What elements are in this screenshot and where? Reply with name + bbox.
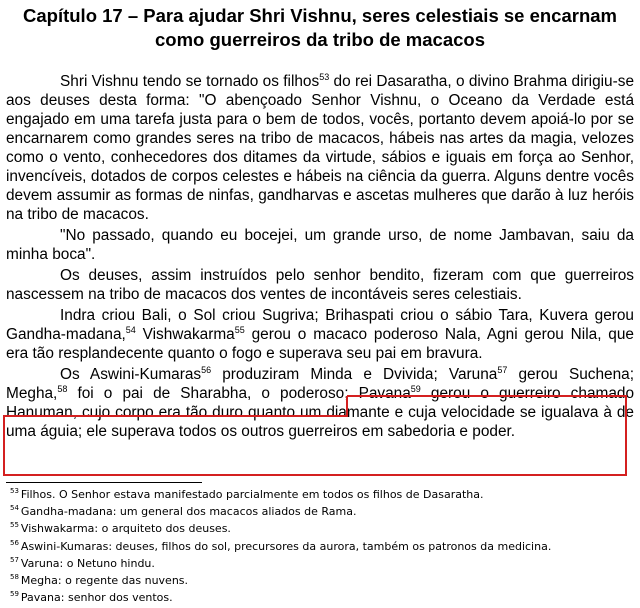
footnote-54 [10, 503, 630, 520]
text-span: produziram Minda e Dvivida; Varuna [211, 366, 498, 383]
footnote-ref-59[interactable]: 59 [410, 384, 421, 394]
footnote-text: Aswini-Kumaras: deuses, filhos do sol, precursores da aurora, também os patronos da medicina. [20, 539, 552, 553]
chapter-title-line1: Capítulo 17 – Para ajudar Shri Vishnu, seres celestiais se encarnam [23, 5, 617, 26]
paragraph-1 [6, 72, 634, 224]
chapter-body [6, 72, 634, 443]
footnote-number: 57 [10, 555, 19, 564]
text-span: gerou o guerreiro chamado Hanuman, cujo corpo era tão duro quanto um diamante e cuja velocidade se igualava à de uma águia; ele superava todos os outros guerreiros em sabedoria e poder. [6, 385, 635, 440]
text-span: do rei Dasaratha, o divino Brahma dirigiu-se aos deuses desta forma: "O abençoado Senhor Vishnu, o Oceano da Verdade está engajado em uma tarefa justa para o bem de todos, vocês, portanto devem apoiá-lo por se encarnarem como grandes seres na tribo de macacos, hábeis nas artes da magia, velozes como o vento, conhecedores dos ditames da virtude, sábios e iguais em força ao Senhor, invencíveis, dotados de corpos celestes e hábeis na ciência da guerra. Alguns dentre vocês devem assumir as formas de ninfas, gandharvas e ascetas mulheres que darão à luz heróis na tribo de macacos. [6, 73, 634, 223]
text-span: gerou o macaco poderoso Nala, Agni gerou Nila, que era tão resplandecente quanto o fogo e superava seu pai em bravura. [6, 326, 634, 362]
footnote-number: 53 [10, 487, 19, 495]
footnotes [10, 486, 630, 606]
chapter-title [0, 4, 640, 52]
footnote-text: Megha: o regente das nuvens. [20, 574, 189, 588]
footnote-text: Pavana: senhor dos ventos. [20, 591, 173, 605]
paragraph-2: "No passado, quando eu bocejei, um grande urso, de nome Jambavan, saiu da minha boca". [6, 227, 634, 263]
footnote-number: 59 [10, 590, 19, 599]
footnote-59 [10, 589, 630, 606]
text-span: Indra criou Bali, o Sol criou Sugriva; Brihaspati criou o sábio Tara, Kuvera gerou Gandha-madana, [6, 307, 634, 343]
footnote-ref-58[interactable]: 58 [57, 384, 68, 394]
footnote-number: 54 [10, 504, 19, 513]
footnote-57 [10, 555, 630, 572]
footnote-separator [6, 482, 202, 483]
text-span: gerou Suchena; Megha, [6, 366, 634, 402]
text-span: Os Aswini-Kumaras [60, 366, 202, 383]
footnote-55 [10, 520, 630, 537]
text-span: foi o pai de Sharabha, o poderoso; Pavana [67, 385, 411, 402]
footnote-ref-56[interactable]: 56 [201, 365, 212, 375]
text-span: Shri Vishnu tendo se tornado os filhos [60, 73, 320, 90]
paragraph-4 [6, 306, 634, 363]
footnote-58 [10, 572, 630, 589]
paragraph-3: Os deuses, assim instruídos pelo senhor bendito, fizeram com que guerreiros nascessem na tribo de macacos dos ventes de incontáveis seres celestiais. [6, 267, 634, 303]
footnote-number: 55 [10, 521, 19, 530]
footnote-number: 58 [10, 573, 19, 582]
footnote-text: Filhos. O Senhor estava manifestado parcialmente em todos os filhos de Dasaratha. [20, 488, 484, 501]
chapter-title-line2: como guerreiros da tribo de macacos [154, 29, 486, 50]
footnote-ref-54[interactable]: 54 [125, 325, 136, 335]
footnote-number: 56 [10, 538, 19, 547]
footnote-text: Varuna: o Netuno hindu. [20, 556, 155, 570]
footnote-56 [10, 538, 630, 555]
footnote-text: Gandha-madana: um general dos macacos aliados de Rama. [20, 505, 357, 519]
footnote-ref-57[interactable]: 57 [497, 365, 508, 375]
text-span: Vishwakarma [135, 326, 235, 343]
footnote-ref-53[interactable]: 53 [319, 72, 330, 82]
footnote-ref-55[interactable]: 55 [234, 325, 245, 335]
footnote-53 [10, 486, 630, 503]
footnote-text: Vishwakarma: o arquiteto dos deuses. [20, 522, 231, 536]
paragraph-5 [6, 365, 634, 441]
